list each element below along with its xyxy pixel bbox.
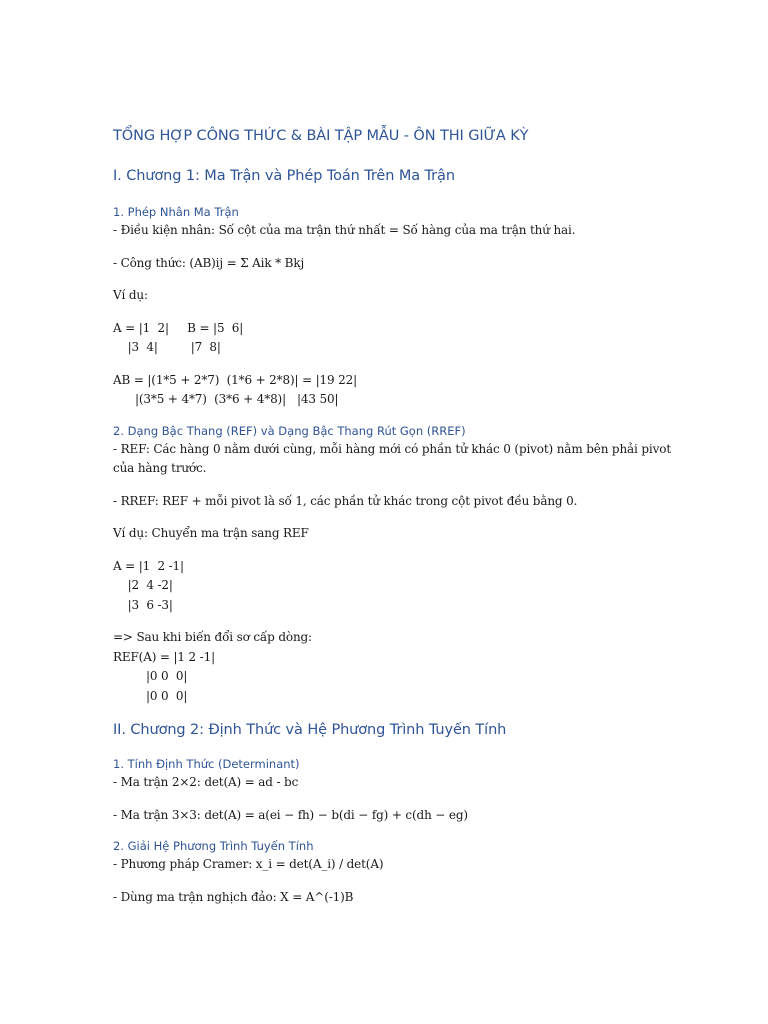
chapter-2-heading: II. Chương 2: Định Thức và Hệ Phương Trình Tuyến Tính [113, 722, 507, 738]
ref-after-transform: => Sau khi biến đổi sơ cấp dòng: [113, 630, 312, 644]
chapter-1-heading: I. Chương 1: Ma Trận và Phép Toán Trên Ma Trận [113, 168, 455, 184]
multiplication-condition: - Điều kiện nhân: Số cột của ma trận thứ nhất = Số hàng của ma trận thứ hai. [113, 223, 576, 237]
linear-systems-heading: 2. Giải Hệ Phương Trình Tuyến Tính [113, 839, 314, 853]
example-label: Ví dụ: [113, 288, 148, 302]
ref-example-matrix: A = |1 2 -1| |2 4 -2| |3 6 -3| [113, 558, 184, 612]
inverse-method: - Dùng ma trận nghịch đảo: X = A^(-1)B [113, 889, 354, 904]
determinant-heading: 1. Tính Định Thức (Determinant) [113, 757, 300, 771]
rref-definition: - RREF: REF + mỗi pivot là số 1, các phần tử khác trong cột pivot đều bằng 0. [113, 493, 578, 508]
ref-result-matrix: REF(A) = |1 2 -1| |0 0 0| |0 0 0| [113, 649, 215, 703]
document-content [113, 126, 673, 907]
ref-rref-heading: 2. Dạng Bậc Thang (REF) và Dạng Bậc Thang Rút Gọn (RREF) [113, 423, 466, 438]
matrix-multiplication-heading: 1. Phép Nhân Ma Trận [113, 205, 239, 219]
example-product: AB = |(1*5 + 2*7) (1*6 + 2*8)| = |19 22| |(3*5 + 4*7) (3*6 + 4*8)| |43 50| [113, 372, 358, 406]
example-matrices: A = |1 2| B = |5 6| |3 4| |7 8| [113, 320, 244, 354]
det-3x3: - Ma trận 3×3: det(A) = a(ei − fh) − b(di − fg) + c(dh − eg) [113, 807, 468, 822]
ref-example-label: Ví dụ: Chuyển ma trận sang REF [113, 526, 309, 540]
det-2x2: - Ma trận 2×2: det(A) = ad - bc [113, 775, 299, 789]
cramer-method: - Phương pháp Cramer: x_i = det(A_i) / det(A) [113, 857, 384, 871]
ref-definition: - REF: Các hàng 0 nằm dưới cùng, mỗi hàng mới có phần tử khác 0 (pivot) nằm bên phải pivot của hàng trước. [113, 441, 675, 475]
document-title: TỔNG HỢP CÔNG THỨC & BÀI TẬP MẪU - ÔN THI GIỮA KỲ [113, 128, 529, 144]
multiplication-formula: - Công thức: (AB)ij = Σ Aik * Bkj [113, 255, 305, 270]
